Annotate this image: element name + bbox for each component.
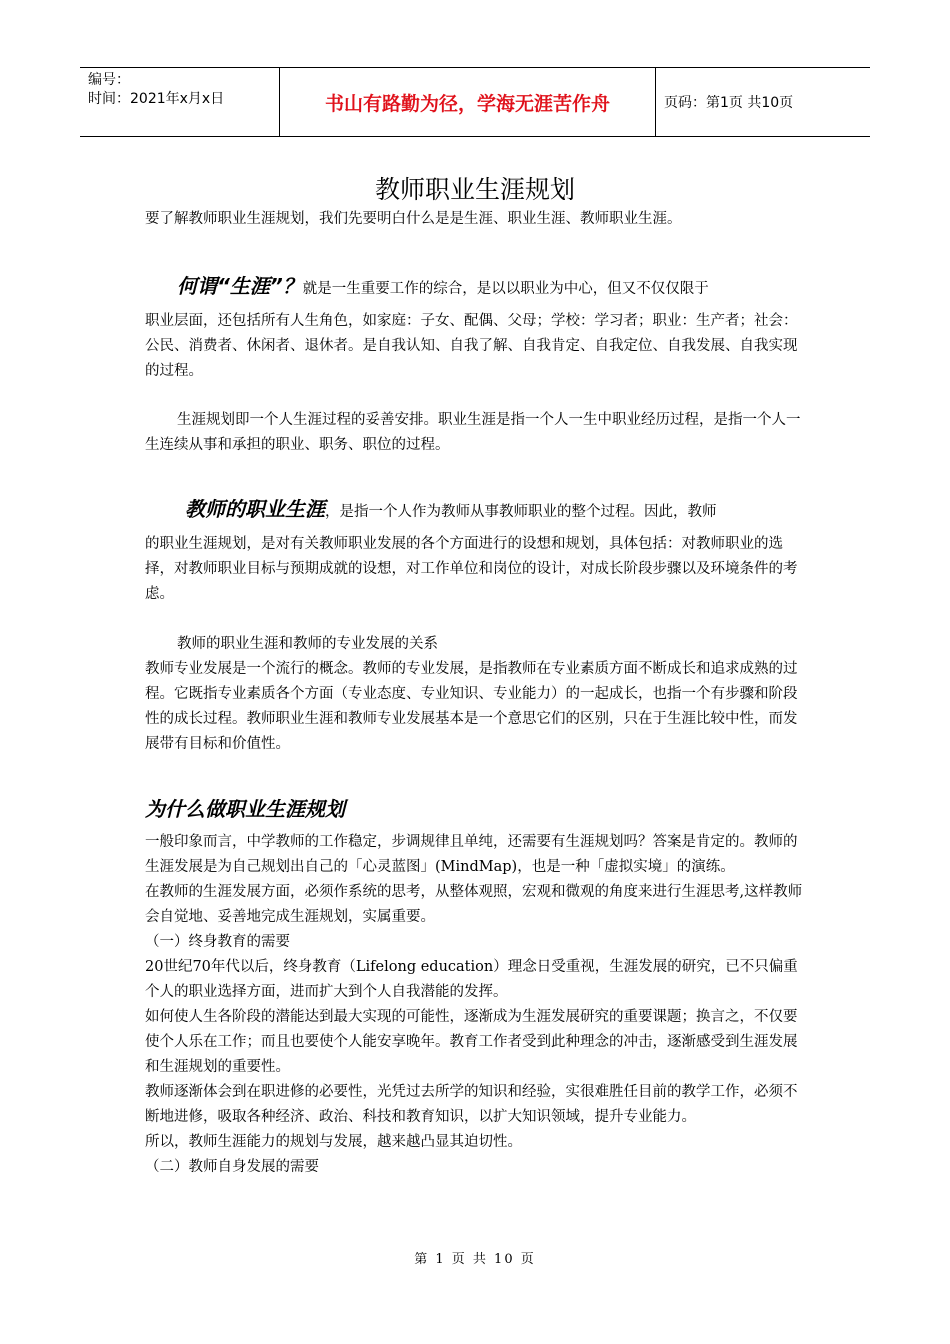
- teacher-career-definition: [145, 493, 805, 607]
- planning-text: 生涯规划即一个人生涯过程的妥善安排。职业生涯是指一个人一生中职业经历过程，是指一个人一生连续从事和承担的职业、职务、职位的过程。: [145, 412, 801, 453]
- career-term: 何谓“生涯”？: [177, 274, 303, 298]
- relation-title: 教师的职业生涯和教师的专业发展的关系: [177, 636, 438, 652]
- teacher-career-rest: 的职业生涯规划，是对有关教师职业发展的各个方面进行的设想和规划，具体包括：对教师职业的选择，对教师职业目标与预期成就的设想，对工作单位和岗位的设计，对成长阶段步骤以及环境条件的考虑。: [145, 536, 798, 602]
- why-subheading-2: （二）教师自身发展的需要: [145, 1159, 319, 1175]
- career-line1: 就是一生重要工作的综合，是以以职业为中心，但又不仅仅限于: [302, 281, 709, 297]
- planning-paragraph: [145, 408, 805, 458]
- document-title: 教师职业生涯规划: [374, 175, 575, 204]
- why-paragraph-5: 教师逐渐体会到在职进修的必要性，光凭过去所学的知识和经验，实很难胜任目前的教学工作，必须不断地进修，吸取各种经济、政治、科技和教育知识，以扩大知识领域，提升专业能力。: [145, 1084, 798, 1125]
- why-paragraph-1: 一般印象而言，中学教师的工作稳定，步调规律且单纯，还需要有生涯规划吗？答案是肯定的。教师的生涯发展是为自己规划出自己的「心灵蓝图」(MindMap)，也是一种「虚拟实境」的演练。: [145, 834, 798, 875]
- time-label: 时间：2021年x月x日: [88, 91, 225, 107]
- why-paragraph-2: 在教师的生涯发展方面，必须作系统的思考，从整体观照，宏观和微观的角度来进行生涯思考,这样教师会自觉地、妥善地完成生涯规划，实属重要。: [145, 884, 803, 925]
- relation-section: [145, 632, 805, 757]
- intro-text: 要了解教师职业生涯规划，我们先要明白什么是是生涯、职业生涯、教师职业生涯。: [145, 211, 682, 227]
- why-subheading-1: （一）终身教育的需要: [145, 934, 290, 950]
- career-definition: [145, 270, 805, 384]
- why-heading: 为什么做职业生涯规划: [145, 797, 345, 821]
- page-footer: 第 1 页 共 10 页: [414, 1252, 536, 1267]
- header-motto: 书山有路勤为径，学海无涯苦作舟: [280, 68, 656, 136]
- number-label: 编号：: [88, 72, 130, 88]
- relation-text: 教师专业发展是一个流行的概念。教师的专业发展，是指教师在专业素质方面不断成长和追求成熟的过程。它既指专业素质各个方面（专业态度、专业知识、专业能力）的一起成长，也指一个有步骤和阶段性的成长过程。教师职业生涯和教师专业发展基本是一个意思它们的区别，只在于生涯比较中性，而发展带有目标和价值性。: [145, 661, 798, 752]
- header-page-info: 页码：第1页 共10页: [664, 95, 794, 111]
- page-header: [80, 67, 870, 137]
- teacher-career-line1: ，是指一个人作为教师从事教师职业的整个过程。因此，教师: [325, 504, 717, 520]
- teacher-career-term: 教师的职业生涯: [185, 497, 325, 521]
- why-paragraph-3: 20世纪70年代以后，终身教育（Lifelong education）理念日受重视，生涯发展的研究，已不只偏重个人的职业选择方面，进而扩大到个人自我潜能的发挥。: [145, 959, 798, 1000]
- career-rest: 职业层面，还包括所有人生角色，如家庭：子女、配偶、父母；学校：学习者；职业：生产者；社会：公民、消费者、休闲者、退休者。是自我认知、自我了解、自我肯定、自我定位、自我发展、自我实现的过程。: [145, 313, 798, 379]
- why-paragraph-4: 如何使人生各阶段的潜能达到最大实现的可能性，逐渐成为生涯发展研究的重要课题；换言之，不仅要使个人乐在工作；而且也要使个人能安享晚年。教育工作者受到此种理念的冲击，逐渐感受到生涯发展和生涯规划的重要性。: [145, 1009, 798, 1075]
- why-section: [145, 830, 805, 1180]
- intro-paragraph: [145, 207, 805, 232]
- why-paragraph-6: 所以，教师生涯能力的规划与发展，越来越凸显其迫切性。: [145, 1134, 522, 1150]
- header-left-cell: [80, 68, 280, 136]
